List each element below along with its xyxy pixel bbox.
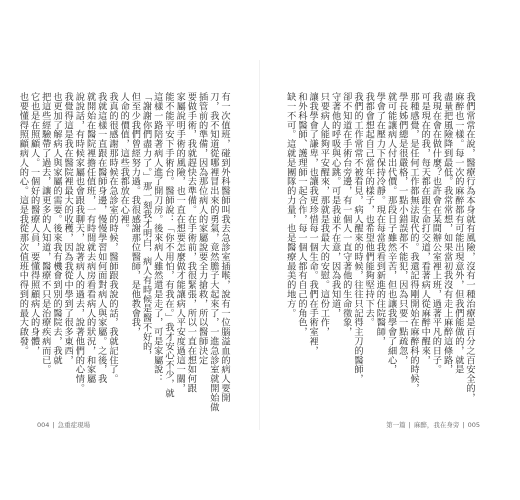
right-page-footer xyxy=(386,420,480,429)
paragraph: 可是現在的我，每天都在跟生命打交道，看著病人從麻醉中醒來， xyxy=(419,92,431,365)
paragraph: 我覺得這是我在醫院裡最大的收穫，因為我從中學到了很多東西， xyxy=(62,92,74,365)
paragraph: 麻醉也一樣。每一次的麻醉都有可能出現意外，但我們能做的，就是 xyxy=(452,92,464,374)
paragraph: 學長姊們總是很嚴格，一點小錯誤都不能犯，因為只要一點疏忽， xyxy=(396,92,408,365)
paragraph: 插管前的準備，因為那位病人的家屬說要全力搶救，所以醫師決定 xyxy=(196,92,208,365)
paragraph: 能不能平安下手術台。醫師說：「你不用怕，有我在。」我才安心不少，就 xyxy=(162,92,174,398)
book-title: 急重症現場 xyxy=(57,421,91,429)
paragraph: 盡量把風險降到最低。我常常想，如果當初我沒有走上麻醉這條路， xyxy=(441,92,453,374)
paragraph: 我們的工作常常不被看見，病人醒來的時候，往往只記得主刀的醫師， xyxy=(351,92,363,384)
paragraph: 要做手術，我就趕快去準備。在手術前，我很緊張，所以一直在想如何跟 xyxy=(185,92,197,393)
left-page-footer xyxy=(37,420,90,429)
paragraph: 也更加了解病人與家屬的需要。後來我有機會到別的醫院去，我就 xyxy=(50,92,62,365)
paragraph: 這樣一路陪著病人進了開刀房。後來病人雖然還是走了，可是家屬說： xyxy=(151,92,163,384)
paragraph: 就開始在醫院裡擔任值班，一有時間就去病房看看病人的狀況，和家屬 xyxy=(84,92,96,384)
paragraph: 也要懂得照顧病人的心。這是我從那次值班中得到的最大啟發。 xyxy=(17,92,29,356)
paragraph: 就可能讓病人付出代價。那段日子雖然辛苦，但也讓我學會了細心， xyxy=(385,92,397,374)
footer-separator: | xyxy=(52,421,55,429)
right-page xyxy=(260,0,520,500)
paragraph: 我真的很感謝那時候在急診室的時候，醫師跟我說的話，我就記住了。 xyxy=(106,92,118,384)
footer-separator: | xyxy=(462,421,465,429)
paragraph: 和外科醫師、護理師一起合作，每一個人都有自己的角色， xyxy=(295,92,307,337)
paragraph: 有一次值班，碰到外科醫師叫我去急診室插喉，說有一位腦溢血的病人要開 xyxy=(219,92,230,403)
paragraph: 它也是在照顧人。一個好的醫療人員，要懂得照顧病人的身體， xyxy=(28,92,40,356)
paragraph: 但至少我們曾經努力過。我很感謝那位醫師，是他教會我， xyxy=(129,92,141,337)
paragraph: 刀，我不知道從哪裡冒出來的勇氣，竟然膽子大起來了，一進急診室就開始做 xyxy=(207,92,219,412)
paragraph: 說說話，有時候家屬也會跟我聊天，說著病人的過去，說著他們的心情。 xyxy=(73,92,85,393)
left-page-body-text xyxy=(17,92,230,412)
paragraph: 家屬說明手術的風險，也一直在想要怎麼做才能讓病人平安度過這一關， xyxy=(174,92,186,393)
paragraph: 我現在會在做什麼？也許會在某間辦公室裡上班，過著平凡的日子。 xyxy=(430,92,442,374)
paragraph: 我們常常在說，醫療行為本身就有風險，沒有一種治療是百分之百安全的， xyxy=(464,92,475,403)
footer-separator: | xyxy=(408,421,411,429)
paragraph: 缺一不可。這就是團隊的力量，也是醫療最美的地方。 xyxy=(284,92,296,318)
paragraph: 人命的價值，這些我都放在心裡。 xyxy=(118,92,130,233)
paragraph: 「謝謝你們盡力了。」那一刻我才明白，病人有時候是醫不好的， xyxy=(140,92,152,360)
paragraph: 讓我學會了謙卑，也讓我更珍惜每一個生命。我們在手術室裡， xyxy=(307,92,319,356)
paragraph: 卻不知道在手術台旁邊，有一個人一直守著他的生命徵象， xyxy=(340,92,352,337)
page-number: 005 xyxy=(467,421,480,429)
right-page-body-text xyxy=(284,92,475,403)
paragraph: 守著他的呼吸與心跳。可是我並不在意，因為我知道， xyxy=(329,92,341,318)
paragraph: 學會了在壓力下保持冷靜。現在每當我看到新進的住院醫師， xyxy=(374,92,386,346)
paragraph: 把這些經驗帶了過去，讓更多的人知道，醫療不只是治療疾病而已。 xyxy=(39,92,51,374)
page-number: 004 xyxy=(37,421,50,429)
paragraph: 那種感覺，是任何工作都無法取代的。我還記得剛開始在麻醉科的時候， xyxy=(407,92,419,393)
paragraph: 我都會想起自己當年的樣子，也希望他們能夠堅持下去。 xyxy=(363,92,375,327)
paragraph: 只要病人能夠平安醒來，那就是我最大的安慰。這份工作， xyxy=(318,92,330,337)
paragraph: 我就這樣一直跟在醫師身邊，慢慢學習如何面對病人與家屬。之後，我 xyxy=(95,92,107,384)
chapter-label: 第一篇 xyxy=(386,421,406,429)
chapter-title: 麻醉，我在身旁 xyxy=(413,421,460,429)
